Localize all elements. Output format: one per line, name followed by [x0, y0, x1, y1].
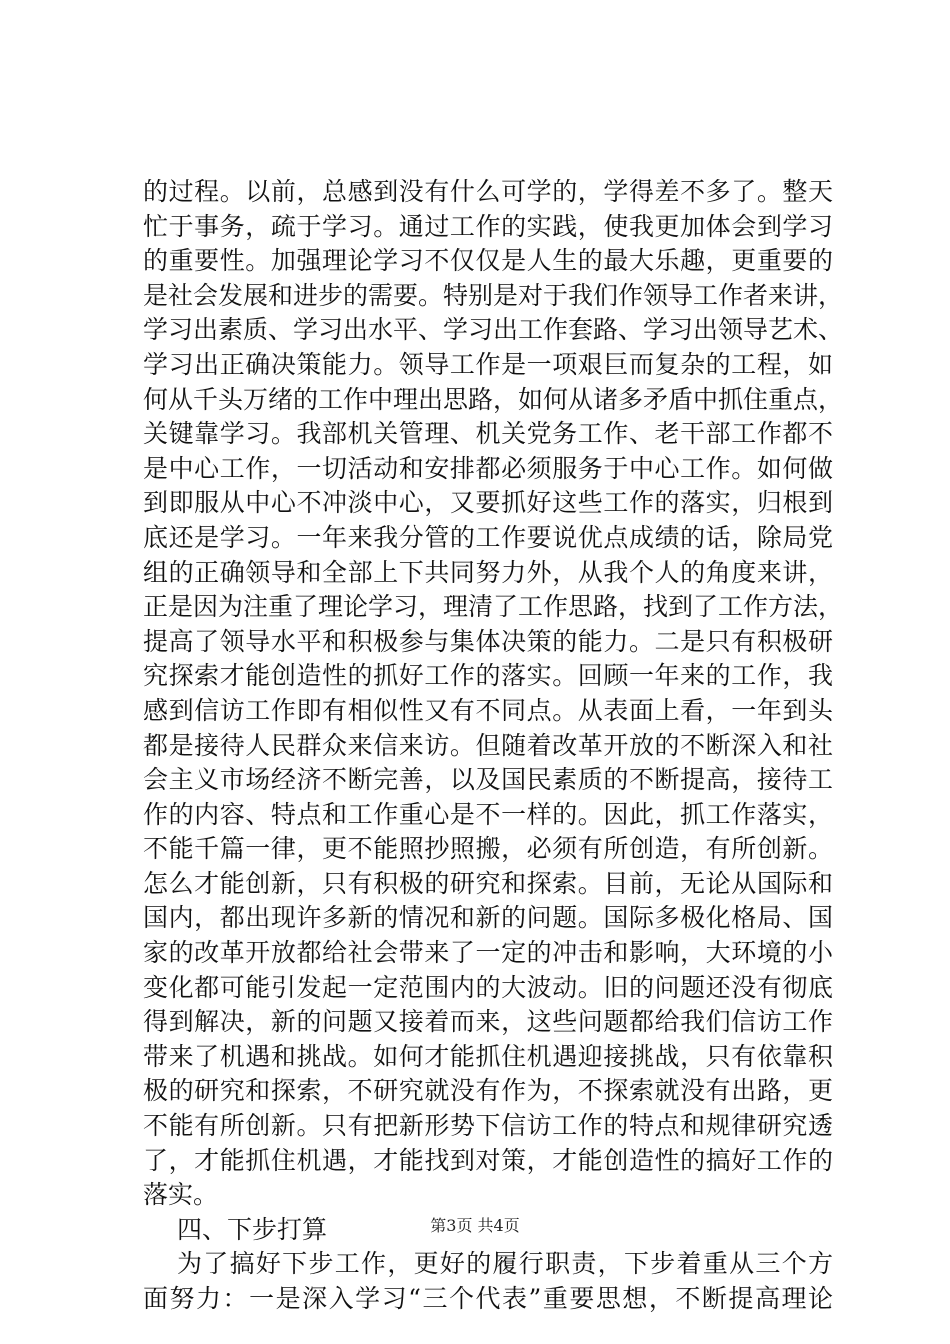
text-line: 是社会发展和进步的需要。特别是对于我们作领导工作者来讲， — [143, 280, 844, 310]
text-line: 的重要性。加强理论学习不仅仅是人生的最大乐趣，更重要的 — [143, 246, 833, 276]
text-line: 都是接待人民群众来信来访。但随着改革开放的不断深入和社 — [143, 730, 833, 760]
text-line: 忙于事务，疏于学习。通过工作的实践，使我更加体会到学习 — [143, 211, 833, 241]
text-line: 国内，都出现许多新的情况和新的问题。国际多极化格局、国 — [143, 903, 833, 933]
text-line: 极的研究和探索，不研究就没有作为，不探索就没有出路，更 — [143, 1076, 833, 1106]
text-line: 不能有所创新。只有把新形势下信访工作的特点和规律研究透 — [143, 1111, 833, 1141]
text-line: 学习出素质、学习出水平、学习出工作套路、学习出领导艺术、 — [143, 315, 844, 345]
text-line: 作的内容、特点和工作重心是不一样的。因此，抓工作落实， — [143, 799, 833, 829]
text-line: 变化都可能引发起一定范围内的大波动。旧的问题还没有彻底 — [143, 972, 833, 1002]
text-line: 家的改革开放都给社会带来了一定的冲击和影响，大环境的小 — [143, 938, 833, 968]
text-line: 不能千篇一律，更不能照抄照搬，必须有所创造，有所创新。 — [143, 834, 833, 864]
text-line: 关键靠学习。我部机关管理、机关党务工作、老干部工作都不 — [143, 419, 833, 449]
text-line: 究探索才能创造性的抓好工作的落实。回顾一年来的工作，我 — [143, 661, 833, 691]
text-line: 是中心工作，一切活动和安排都必须服务于中心工作。如何做 — [143, 453, 833, 483]
section-heading: 四、下步打算 — [177, 1214, 328, 1244]
page-number-footer: 第3页 共4页 — [430, 1216, 520, 1235]
text-line: 为了搞好下步工作，更好的履行职责，下步着重从三个方 — [177, 1249, 833, 1279]
text-line: 何从千头万绪的工作中理出思路，如何从诸多矛盾中抓住重点， — [143, 384, 844, 414]
text-line: 落实。 — [143, 1180, 219, 1210]
text-line: 了，才能抓住机遇，才能找到对策，才能创造性的搞好工作的 — [143, 1145, 833, 1175]
text-line: 到即服从中心不冲淡中心，又要抓好这些工作的落实，归根到 — [143, 488, 833, 518]
text-line: 怎么才能创新，只有积极的研究和探索。目前，无论从国际和 — [143, 868, 833, 898]
text-line: 面努力：一是深入学习“三个代表”重要思想，不断提高理论 — [143, 1284, 833, 1313]
document-body — [143, 175, 844, 1317]
text-line: 提高了领导水平和积极参与集体决策的能力。二是只有积极研 — [143, 626, 833, 656]
text-line: 的过程。以前，总感到没有什么可学的，学得差不多了。整天 — [143, 177, 833, 206]
text-line: 得到解决，新的问题又接着而来，这些问题都给我们信访工作 — [143, 1007, 833, 1037]
text-line: 带来了机遇和挑战。如何才能抓住机遇迎接挑战，只有依靠积 — [143, 1041, 833, 1071]
text-line: 学习出正确决策能力。领导工作是一项艰巨而复杂的工程，如 — [143, 349, 833, 379]
text-line: 感到信访工作即有相似性又有不同点。从表面上看，一年到头 — [143, 695, 833, 725]
text-line: 组的正确领导和全部上下共同努力外，从我个人的角度来讲， — [143, 557, 833, 587]
text-line: 底还是学习。一年来我分管的工作要说优点成绩的话，除局党 — [143, 522, 833, 552]
text-line: 正是因为注重了理论学习，理清了工作思路，找到了工作方法， — [143, 592, 844, 622]
text-line: 会主义市场经济不断完善，以及国民素质的不断提高，接待工 — [143, 765, 833, 795]
